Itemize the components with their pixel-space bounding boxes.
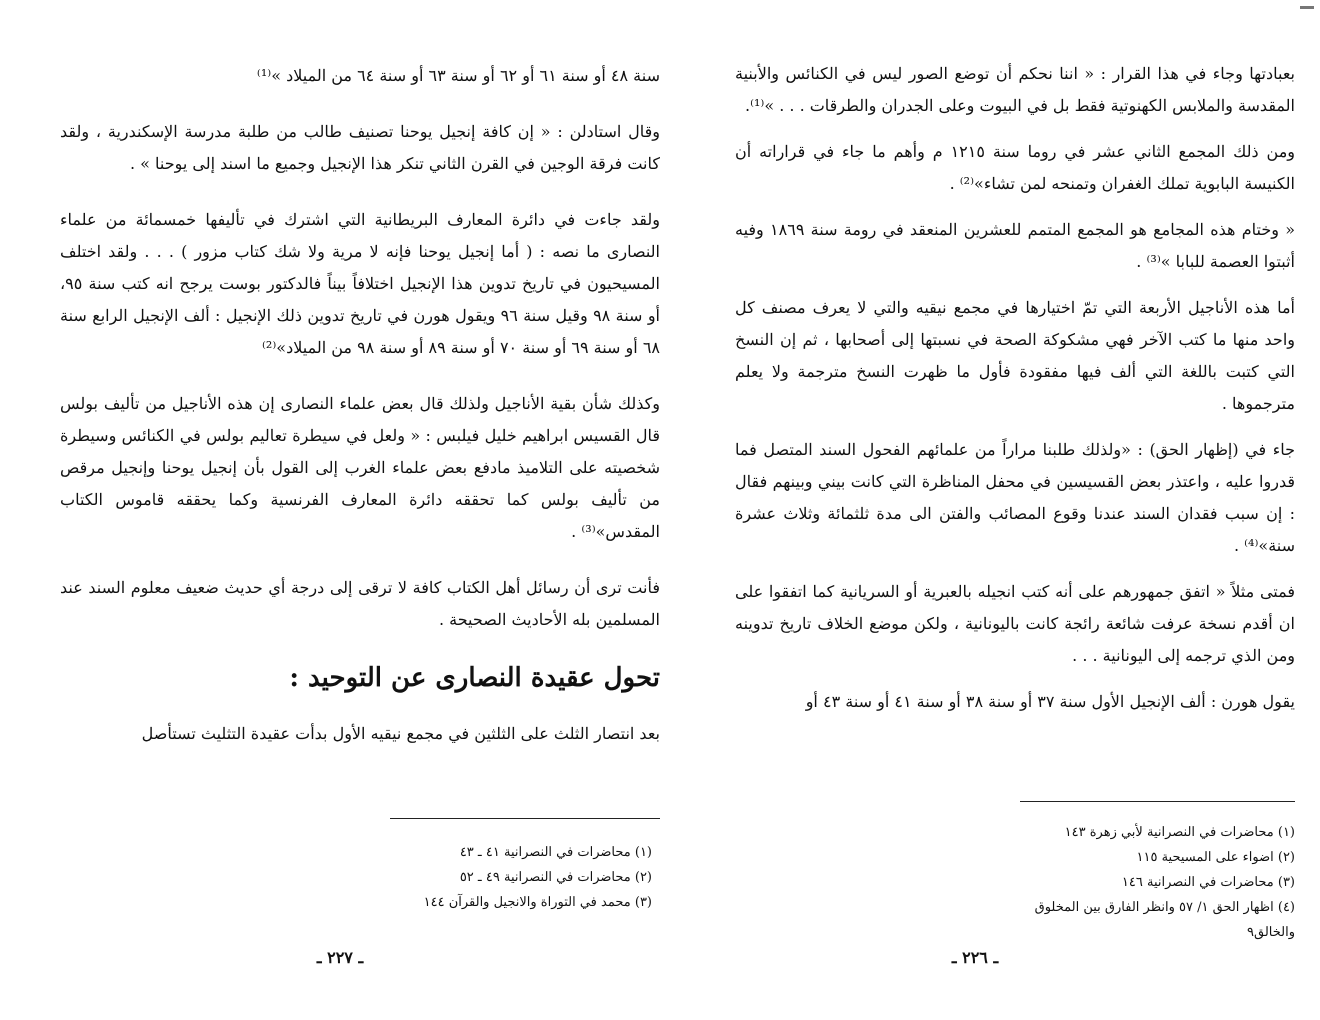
right-paragraph-6: فمتى مثلاً « اتفق جمهورهم على أنه كتب انجيله بالعبرية أو السريانية كما اتفقوا على ان أقدم نسخة عرفت شائعة رائجة كانت باليونانية ، ولكن موضع الخلاف تاريخ تدوينه ومن الذي ترجمه إلى اليونانية . . .	[735, 582, 1295, 665]
right-footnotes	[995, 820, 1295, 945]
page-number: ـ ٢٢٧ ـ	[316, 948, 364, 967]
left-footnotes	[352, 840, 652, 915]
right-paragraph-1: بعبادتها وجاء في هذا القرار : « اننا نحكم أن توضع الصور ليس في الكنائس والأبنية المقدسة والملابس الكهنوتية فقط بل في البيوت وعلى الجدران والطرقات . . . »⁽¹⁾.	[735, 64, 1295, 115]
left-page	[60, 0, 660, 1020]
left-paragraph-3: ولقد جاءت في دائرة المعارف البريطانية التي اشترك في تأليفها خمسمائة من علماء النصارى ما نصه : ( أما إنجيل يوحنا فإنه لا مرية ولا شك كتاب مزور ) . . . ولقد اختلف المسيحيون في تاريخ تدوين هذا الإنجيل اختلافاً بيناً فالدكتور بوست يرجح انه كتب سنة ٩٥، أو سنة ٩٨ وقيل سنة ٩٦ ويقول هورن في تاريخ تدوين ذلك الإنجيل : ألف الإنجيل الرابع سنة ٦٨ أو سنة ٦٩ أو سنة ٧٠ أو سنة ٨٩ أو سنة ٩٨ من الميلاد»⁽²⁾	[60, 210, 661, 357]
footnote: (٢) اضواء على المسيحية ١١٥	[1136, 850, 1295, 865]
left-page-body	[60, 60, 660, 764]
right-paragraph-5: جاء في (إظهار الحق) : «ولذلك طلبنا مراراً من علمائهم الفحول السند المتصل فما قدروا عليه ، واعتذر بعض القسيسين في محفل المناظرة التي كانت بيني وبينهم فقال : إن سبب فقدان السند عندنا وقوع المصائب والفتن الى مدة ثلثمائة وثلاث عشرة سنة»⁽⁴⁾ .	[735, 440, 1296, 555]
left-paragraph-4: وكذلك شأن بقية الأناجيل ولذلك قال بعض علماء النصارى إن هذه الأناجيل من تأليف بولس قال القسيس ابراهيم خليل فيلبس : « ولعل في سيطرة تعاليم بولس في الكنائس وسيطرة شخصيته على التلاميذ مادفع بعض علماء الغرب إلى القول بأن إنجيل يوحنا وإنجيل مرقص من تأليف بولس كما تحققه دائرة المعارف الفرنسية وكما يحققه قاموس الكتاب المقدس»⁽³⁾ .	[60, 394, 660, 541]
footnote: (٣) محاضرات في النصرانية ١٤٦	[1121, 875, 1295, 890]
right-page-body	[735, 58, 1295, 732]
left-paragraph-5: فأنت ترى أن رسائل أهل الكتاب كافة لا ترقى إلى درجة أي حديث ضعيف معلوم السند عند المسلمين بله الأحاديث الصحيحة .	[60, 578, 660, 629]
footnote: (٣) محمد في التوراة والانجيل والقرآن ١٤٤	[423, 895, 652, 910]
right-page	[735, 0, 1295, 1020]
footnote: (١) محاضرات في النصرانية لأبي زهرة ١٤٣	[1064, 825, 1295, 840]
scan-mark	[1300, 6, 1314, 9]
right-paragraph-4: أما هذه الأناجيل الأربعة التي تمّ اختيارها في مجمع نيقيه والتي لا يعرف مصنف كل واحد منها ما كتب الآخر فهي مشكوكة الصحة في نسبتها إلى أصحابها ، ثم إن النسخ التي كتبت باللغة التي ألف فيها مفقودة فأول ما ظهرت النسخ مترجمة ولا يعلم مترجموها .	[735, 298, 1295, 413]
right-paragraph-2: ومن ذلك المجمع الثاني عشر في روما سنة ١٢١٥ م وأهم ما جاء في قراراته أن الكنيسة البابوية تملك الغفران وتمنحه لمن تشاء»⁽²⁾ .	[735, 142, 1296, 193]
left-paragraph-2: وقال استادلن : « إن كافة إنجيل يوحنا تصنيف طالب من طلبة مدرسة الإسكندرية ، ولقد كانت فرقة الوجين في القرن الثاني تنكر هذا الإنجيل وجميع ما اسند إلى يوحنا » .	[60, 122, 660, 173]
left-paragraph-final: بعد انتصار الثلث على الثلثين في مجمع نيقيه الأول بدأت عقيدة التثليث تستأصل	[141, 724, 660, 743]
footnote: (٢) محاضرات في النصرانية ٤٩ ـ ٥٢	[459, 870, 652, 885]
footnote-rule	[1020, 801, 1295, 802]
left-paragraph-1: سنة ٤٨ أو سنة ٦١ أو ٦٢ أو سنة ٦٣ أو سنة ٦٤ من الميلاد »⁽¹⁾	[256, 66, 660, 85]
footnote: (١) محاضرات في النصرانية ٤١ ـ ٤٣	[459, 845, 652, 860]
section-heading: تحول عقيدة النصارى عن التوحيد :	[289, 663, 660, 693]
right-paragraph-3: « وختام هذه المجامع هو المجمع المتمم للعشرين المنعقد في رومة سنة ١٨٦٩ وفيه أثبتوا العصمة للبابا »⁽³⁾ .	[735, 220, 1295, 271]
footnote-rule	[390, 818, 660, 819]
right-paragraph-7: يقول هورن : ألف الإنجيل الأول سنة ٣٧ أو سنة ٣٨ أو سنة ٤١ أو سنة ٤٣ أو	[805, 692, 1295, 711]
footnote: (٤) اظهار الحق ١/ ٥٧ وانظر الفارق بين المخلوق والخالق٩	[1034, 900, 1295, 940]
page-number: ـ ٢٢٦ ـ	[951, 948, 999, 967]
